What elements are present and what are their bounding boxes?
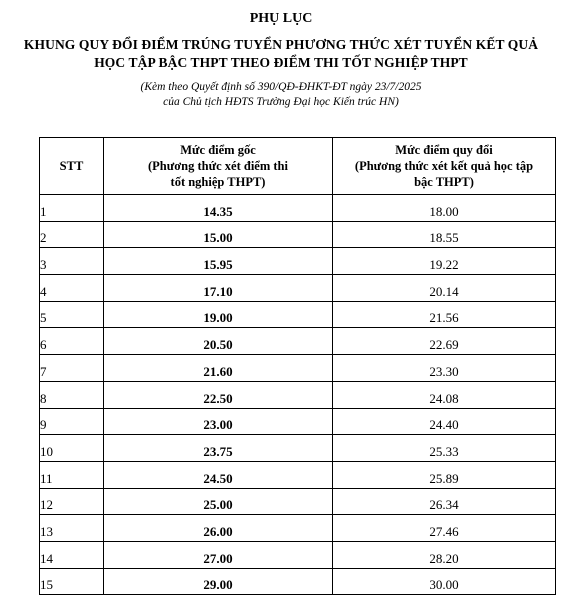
row-converted-score-cell: 25.89 — [333, 461, 556, 488]
table-row — [40, 461, 556, 488]
row-converted-score-cell: 25.33 — [333, 435, 556, 462]
header-converted-line-3: bậc THPT) — [414, 175, 474, 189]
row-converted-score-cell: 22.69 — [333, 328, 556, 355]
row-converted-score-cell: 26.34 — [333, 488, 556, 515]
decision-note-line-1: (Kèm theo Quyết định số 390/QĐ-ĐHKT-ĐT ngày 23/7/2025 — [140, 81, 422, 93]
table-header-row — [40, 138, 556, 195]
row-converted-score-cell: 21.56 — [333, 301, 556, 328]
row-original-score-cell: 27.00 — [104, 541, 333, 568]
row-stt-cell: 9 — [40, 408, 104, 435]
row-stt-cell: 7 — [40, 355, 104, 382]
table-row — [40, 301, 556, 328]
row-stt-cell: 2 — [40, 221, 104, 248]
header-converted-score — [333, 138, 556, 195]
row-stt-cell: 4 — [40, 275, 104, 302]
header-original-line-2: (Phương thức xét điểm thi — [148, 159, 288, 173]
table-row — [40, 275, 556, 302]
table-row — [40, 355, 556, 382]
subtitle-line-1: KHUNG QUY ĐỔI ĐIỂM TRÚNG TUYỂN PHƯƠNG THỨC XÉT TUYỂN KẾT QUẢ — [23, 37, 539, 52]
row-original-score-cell: 24.50 — [104, 461, 333, 488]
row-original-score-cell: 23.00 — [104, 408, 333, 435]
row-stt-cell: 12 — [40, 488, 104, 515]
row-original-score-cell: 22.50 — [104, 381, 333, 408]
row-original-score-cell: 21.60 — [104, 355, 333, 382]
table-row — [40, 248, 556, 275]
row-original-score-cell: 29.00 — [104, 568, 333, 595]
row-converted-score-cell: 24.08 — [333, 381, 556, 408]
row-stt-cell: 3 — [40, 248, 104, 275]
row-converted-score-cell: 18.00 — [333, 195, 556, 222]
row-stt-cell: 10 — [40, 435, 104, 462]
row-stt-cell: 6 — [40, 328, 104, 355]
subtitle-line-2: HỌC TẬP BẬC THPT THEO ĐIỂM THI TỐT NGHIỆP THPT — [94, 55, 468, 70]
row-converted-score-cell: 23.30 — [333, 355, 556, 382]
row-original-score-cell: 19.00 — [104, 301, 333, 328]
row-stt-cell: 14 — [40, 541, 104, 568]
header-converted-line-2: (Phương thức xét kết quả học tập — [354, 159, 534, 173]
header-original-line-3: tốt nghiệp THPT) — [170, 175, 266, 189]
row-converted-score-cell: 28.20 — [333, 541, 556, 568]
table-row — [40, 195, 556, 222]
row-stt-cell: 5 — [40, 301, 104, 328]
decision-note-line-2: của Chủ tịch HĐTS Trường Đại học Kiến trúc HN) — [163, 96, 399, 108]
page-heading: PHỤ LỤC — [249, 11, 313, 26]
row-stt-cell: 11 — [40, 461, 104, 488]
row-converted-score-cell: 20.14 — [333, 275, 556, 302]
header-original-score — [104, 138, 333, 195]
table-row — [40, 435, 556, 462]
row-converted-score-cell: 24.40 — [333, 408, 556, 435]
row-stt-cell: 8 — [40, 381, 104, 408]
row-original-score-cell: 17.10 — [104, 275, 333, 302]
header-stt: STT — [40, 138, 104, 195]
table-row — [40, 541, 556, 568]
header-converted-line-1: Mức điểm quy đổi — [395, 143, 493, 157]
conversion-table — [39, 137, 556, 595]
row-original-score-cell: 26.00 — [104, 515, 333, 542]
row-stt-cell: 15 — [40, 568, 104, 595]
row-converted-score-cell: 30.00 — [333, 568, 556, 595]
row-converted-score-cell: 19.22 — [333, 248, 556, 275]
table-row — [40, 568, 556, 595]
table-row — [40, 328, 556, 355]
table-row — [40, 221, 556, 248]
row-converted-score-cell: 27.46 — [333, 515, 556, 542]
row-original-score-cell: 15.00 — [104, 221, 333, 248]
table-body — [40, 195, 556, 595]
row-original-score-cell: 15.95 — [104, 248, 333, 275]
table-row — [40, 515, 556, 542]
row-original-score-cell: 14.35 — [104, 195, 333, 222]
table-row — [40, 381, 556, 408]
row-stt-cell: 1 — [40, 195, 104, 222]
row-original-score-cell: 23.75 — [104, 435, 333, 462]
header-original-line-1: Mức điểm gốc — [180, 143, 256, 157]
row-original-score-cell: 20.50 — [104, 328, 333, 355]
row-stt-cell: 13 — [40, 515, 104, 542]
row-original-score-cell: 25.00 — [104, 488, 333, 515]
table-row — [40, 408, 556, 435]
row-converted-score-cell: 18.55 — [333, 221, 556, 248]
table-row — [40, 488, 556, 515]
